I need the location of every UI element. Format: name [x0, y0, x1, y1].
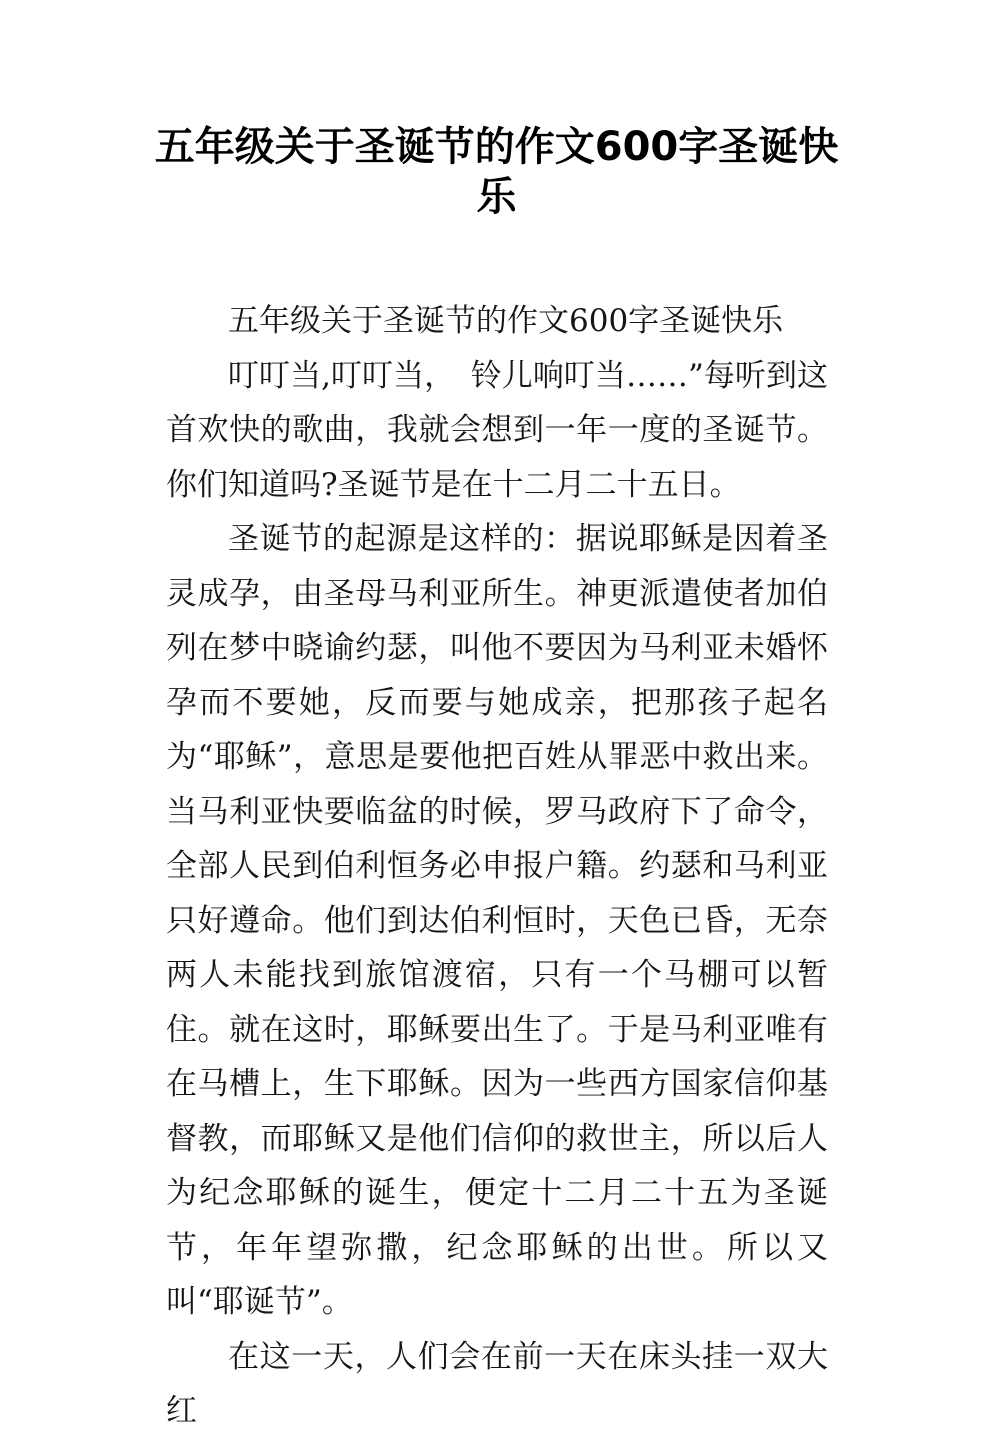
paragraph-intro: 叮叮当,叮叮当， 铃儿响叮当……”每听到这首欢快的歌曲，我就会想到一年一度的圣诞节。你们知道吗?圣诞节是在十二月二十五日。 [166, 357, 828, 503]
document-title: 五年级关于圣诞节的作文600字圣诞快乐 [154, 124, 839, 220]
paragraph-customs: 在这一天，人们会在前一天在床头挂一双大红 [166, 1338, 828, 1429]
paragraph-repeated-title: 五年级关于圣诞节的作文600字圣诞快乐 [228, 303, 784, 339]
document-body [166, 294, 828, 1439]
paragraph-origin: 圣诞节的起源是这样的：据说耶稣是因着圣灵成孕，由圣母马利亚所生。神更派遣使者加伯列在梦中晓谕约瑟，叫他不要因为马利亚未婚怀孕而不要她，反而要与她成亲，把那孩子起名为“耶稣”，意思是要他把百姓从罪恶中救出来。当马利亚快要临盆的时候，罗马政府下了命令，全部人民到伯利恒务必申报户籍。约瑟和马利亚只好遵命。他们到达伯利恒时，天色已昏，无奈两人未能找到旅馆渡宿，只有一个马棚可以暂住。就在这时，耶稣要出生了。于是马利亚唯有在马槽上，生下耶稣。因为一些西方国家信仰基督教，而耶稣又是他们信仰的救世主，所以后人为纪念耶稣的诞生，便定十二月二十五为圣诞节，年年望弥撒，纪念耶稣的出世。所以又叫“耶诞节”。 [166, 521, 828, 1320]
